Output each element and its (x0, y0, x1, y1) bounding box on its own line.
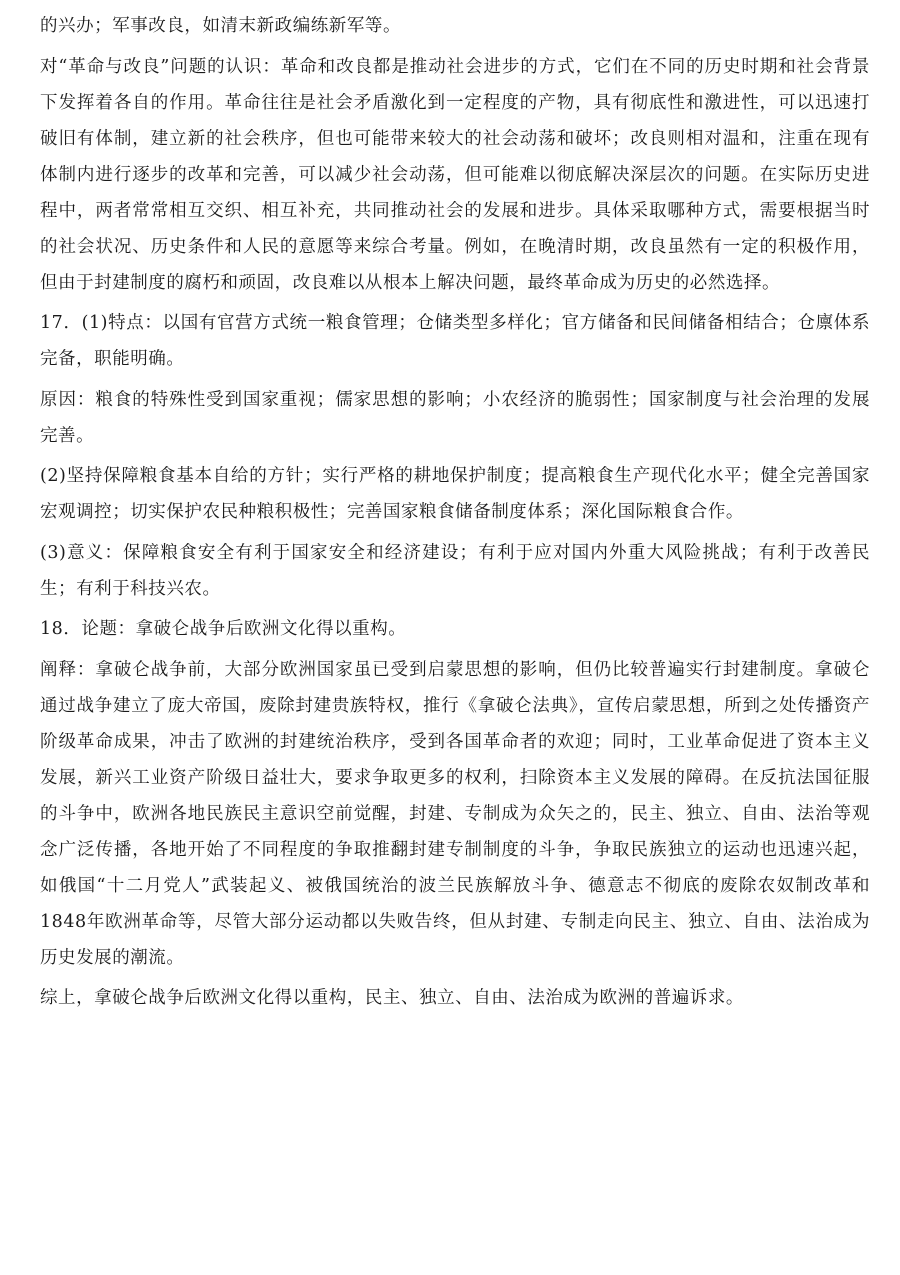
paragraph-q17-part2: (2)坚持保障粮食基本自给的方针；实行严格的耕地保护制度；提高粮食生产现代化水平；健全完善国家宏观调控；切实保护农民种粮积极性；完善国家粮食储备制度体系；深化国际粮食合作。 (40, 466, 870, 522)
paragraph-revolution-reform: 对“革命与改良”问题的认识：革命和改良都是推动社会进步的方式，它们在不同的历史时期和社会背景下发挥着各自的作用。革命往往是社会矛盾激化到一定程度的产物，具有彻底性和激进性，可以迅速打破旧有体制，建立新的社会秩序，但也可能带来较大的社会动荡和破坏；改良则相对温和，注重在现有体制内进行逐步的改革和完善，可以减少社会动荡，但可能难以彻底解决深层次的问题。在实际历史进程中，两者常常相互交织、相互补充，共同推动社会的发展和进步。具体采取哪种方式，需要根据当时的社会状况、历史条件和人民的意愿等来综合考量。例如，在晚清时期，改良虽然有一定的积极作用，但由于封建制度的腐朽和顽固，改良难以从根本上解决问题，最终革命成为历史的必然选择。 (40, 56, 870, 293)
paragraph-q17-features: 17．(1)特点：以国有官营方式统一粮食管理；仓储类型多样化；官方储备和民间储备相结合；仓廪体系完备，职能明确。 (40, 313, 870, 369)
paragraph-q17-reasons: 原因：粮食的特殊性受到国家重视；儒家思想的影响；小农经济的脆弱性；国家制度与社会治理的发展完善。 (40, 389, 870, 446)
paragraph-q18-conclusion: 综上，拿破仑战争后欧洲文化得以重构，民主、独立、自由、法治成为欧洲的普遍诉求。 (40, 988, 744, 1008)
document-page (40, 8, 870, 1021)
paragraph-q17-part3: (3)意义：保障粮食安全有利于国家安全和经济建设；有利于应对国内外重大风险挑战；有利于改善民生；有利于科技兴农。 (40, 542, 870, 599)
paragraph-q18-explanation: 阐释：拿破仑战争前，大部分欧洲国家虽已受到启蒙思想的影响，但仍比较普遍实行封建制度。拿破仑通过战争建立了庞大帝国，废除封建贵族特权，推行《拿破仑法典》，宣传启蒙思想，所到之处传播资产阶级革命成果，冲击了欧洲的封建统治秩序，受到各国革命者的欢迎；同时，工业革命促进了资本主义发展，新兴工业资产阶级日益壮大，要求争取更多的权利，扫除资本主义发展的障碍。在反抗法国征服的斗争中，欧洲各地民族民主意识空前觉醒，封建、专制成为众矢之的，民主、独立、自由、法治等观念广泛传播，各地开始了不同程度的争取推翻封建专制制度的斗争，争取民族独立的运动也迅速兴起，如俄国“十二月党人”武装起义、被俄国统治的波兰民族解放斗争、德意志不彻底的废除农奴制改革和1848年欧洲革命等，尽管大部分运动都以失败告终，但从封建、专制走向民主、独立、自由、法治成为历史发展的潮流。 (40, 659, 870, 968)
paragraph-q18-thesis: 18．论题：拿破仑战争后欧洲文化得以重构。 (40, 619, 407, 639)
paragraph-military-reform: 的兴办；军事改良，如清末新政编练新军等。 (40, 16, 401, 36)
